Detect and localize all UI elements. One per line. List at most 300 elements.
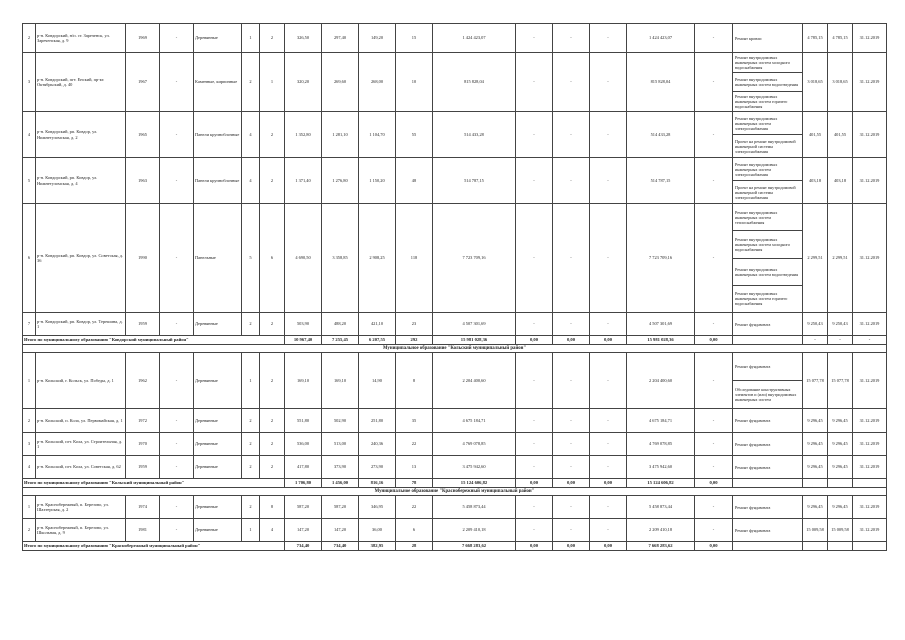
cell-total: 7 723 709,16: [433, 204, 516, 313]
cell-f5: -: [695, 519, 733, 542]
cell-addr: р-н. Кольский, г. Кольск, ул. Победы, д. 1: [36, 353, 126, 409]
cell-f4: 514 433,28: [627, 112, 695, 158]
work-type: Ремонт фундамента: [735, 504, 771, 510]
cell-f2: -: [553, 519, 590, 542]
cell-f2: -: [553, 158, 590, 204]
cell-p1: 401,55: [803, 112, 828, 158]
cell-a2: 147,20: [322, 519, 359, 542]
cell-date: 31.12.2019: [853, 456, 887, 479]
cell-p2: 15 077,78: [828, 353, 853, 409]
cell-a3: 421,10: [359, 313, 396, 336]
work-type: Ремонт фундамента: [735, 321, 771, 327]
cell-f5: -: [695, 53, 733, 112]
cell-ent: 2: [260, 456, 285, 479]
cell-n: 2: [23, 24, 36, 53]
total-a2: 734,40: [322, 542, 359, 551]
cell-c: -: [160, 409, 194, 433]
cell-f4: 1 424 423,07: [627, 24, 695, 53]
municipality-title: Муниципальное образование "Кольский муниципальный район": [23, 345, 887, 353]
cell-total: 5 458 873,44: [433, 496, 516, 519]
cell-a2: 169,10: [322, 353, 359, 409]
cell-c: -: [160, 433, 194, 456]
cell-fl: 2: [242, 313, 260, 336]
work-type: Ремонт внутридомовых инженерных систем водоотведения: [733, 73, 802, 93]
cell-a2: 1 281,10: [322, 112, 359, 158]
total-works-blank: [733, 479, 803, 488]
cell-f4: 3 475 942,60: [627, 456, 695, 479]
cell-ent: 2: [260, 353, 285, 409]
total-f3: 0,00: [590, 336, 627, 345]
cell-wall: Деревянные: [194, 353, 242, 409]
total-f4: 15 124 606,82: [627, 479, 695, 488]
cell-f3: -: [590, 204, 627, 313]
cell-fl: 4: [242, 158, 260, 204]
total-res: 28: [396, 542, 433, 551]
cell-works: [733, 313, 803, 336]
cell-addr: р-н. Ковдорский, рп. Ковдор, ул. Терешина, д. 1: [36, 313, 126, 336]
total-date: [853, 479, 887, 488]
cell-f1: -: [516, 409, 553, 433]
cell-fl: 2: [242, 496, 260, 519]
work-type: Ремонт фундамента: [735, 441, 771, 447]
cell-year: 1962: [126, 353, 160, 409]
cell-a1: 587,20: [285, 496, 322, 519]
cell-f2: -: [553, 53, 590, 112]
cell-works: [733, 24, 803, 53]
cell-p2: 9 296,45: [828, 433, 853, 456]
total-f2: 0,00: [553, 336, 590, 345]
cell-addr: р-н. Ковдорский, н/п. ст. Зареченск, ул. Зареченская, д. 9: [36, 24, 126, 53]
cell-res: 13: [396, 456, 433, 479]
cell-fl: 5: [242, 204, 260, 313]
cell-total: 514 787,15: [433, 158, 516, 204]
cell-c: -: [160, 456, 194, 479]
total-total: 15 981 028,36: [433, 336, 516, 345]
work-type: Ремонт внутридомовых инженерных систем холодного водоснабжения: [733, 231, 802, 258]
cell-f1: -: [516, 204, 553, 313]
cell-f4: 514 787,15: [627, 158, 695, 204]
cell-ent: 2: [260, 409, 285, 433]
cell-date: 31.12.2019: [853, 53, 887, 112]
cell-works: [733, 519, 803, 542]
cell-year: 1970: [126, 433, 160, 456]
total-a3: 382,95: [359, 542, 396, 551]
cell-f3: -: [590, 24, 627, 53]
cell-c: -: [160, 313, 194, 336]
cell-addr: р-н. Ковдорский, рп. Ковдор, ул. Нижнетуломская, д. 2: [36, 112, 126, 158]
cell-a1: 169,10: [285, 353, 322, 409]
work-type: Ремонт фундамента: [735, 418, 771, 423]
cell-a1: 551,80: [285, 409, 322, 433]
cell-f1: -: [516, 112, 553, 158]
cell-a2: 1 276,80: [322, 158, 359, 204]
cell-works: [733, 456, 803, 479]
cell-c: -: [160, 353, 194, 409]
work-type: Ремонт внутридомовых инженерных систем холодного водоснабжения: [733, 53, 802, 73]
cell-p1: 9 296,45: [803, 496, 828, 519]
cell-f4: 5 458 873,44: [627, 496, 695, 519]
work-type: Ремонт кровли: [735, 35, 762, 41]
table-row: [23, 519, 887, 542]
cell-n: 5: [23, 158, 36, 204]
cell-date: 31.12.2019: [853, 313, 887, 336]
cell-total: 3 475 942,60: [433, 456, 516, 479]
total-p1: [803, 479, 828, 488]
cell-a1: 1 352,80: [285, 112, 322, 158]
work-type: Ремонт фундамента: [735, 464, 771, 470]
cell-fl: 1: [242, 353, 260, 409]
cell-fl: 2: [242, 433, 260, 456]
cell-wall: Деревянные: [194, 519, 242, 542]
cell-f3: -: [590, 519, 627, 542]
cell-ent: 8: [260, 496, 285, 519]
table-row: [23, 112, 887, 158]
total-f2: 0,00: [553, 542, 590, 551]
cell-total: 1 424 423,07: [433, 24, 516, 53]
cell-p1: 15 009,58: [803, 519, 828, 542]
cell-a1: 536,00: [285, 433, 322, 456]
cell-addr: р-н. Кольский, пгт. Кола, ул. Советская, д. 62: [36, 456, 126, 479]
cell-n: 2: [23, 519, 36, 542]
cell-f2: -: [553, 112, 590, 158]
cell-fl: 2: [242, 456, 260, 479]
cell-p1: 3 018,65: [803, 53, 828, 112]
cell-res: 118: [396, 204, 433, 313]
cell-res: 15: [396, 24, 433, 53]
cell-c: -: [160, 53, 194, 112]
cell-f3: -: [590, 313, 627, 336]
cell-year: 1981: [126, 519, 160, 542]
cell-wall: Деревянные: [194, 409, 242, 433]
total-p1: [803, 542, 828, 551]
cell-year: 1969: [126, 24, 160, 53]
work-type: Ремонт фундамента: [733, 353, 802, 381]
cell-wall: Панели крупноблочные: [194, 158, 242, 204]
cell-ent: 6: [260, 204, 285, 313]
cell-f5: -: [695, 496, 733, 519]
total-label: Итого по муниципальному образованию "Краснобережный муниципальный район": [23, 542, 285, 551]
cell-fl: 2: [242, 53, 260, 112]
cell-a1: 326,50: [285, 24, 322, 53]
cell-n: 4: [23, 112, 36, 158]
cell-addr: р-н. Краснобережный, п. Березово, ул. Шахтерская, д. 2: [36, 496, 126, 519]
total-f1: 0,00: [516, 479, 553, 488]
total-f4: 7 668 283,62: [627, 542, 695, 551]
cell-a2: 513,00: [322, 433, 359, 456]
cell-f3: -: [590, 53, 627, 112]
work-type: Ремонт внутридомовых инженерных систем электроснабжения: [733, 158, 802, 181]
total-a2: 7 255,45: [322, 336, 359, 345]
work-type: Ремонт внутридомовых инженерных систем водоотведения: [733, 259, 802, 286]
cell-year: 1972: [126, 409, 160, 433]
cell-f2: -: [553, 409, 590, 433]
cell-f4: 2 209 410,18: [627, 519, 695, 542]
work-type: Ремонт внутридомовых инженерных систем горячего водоснабжения: [735, 94, 788, 110]
table-row: [23, 204, 887, 313]
cell-f5: -: [695, 313, 733, 336]
cell-a2: 502,90: [322, 409, 359, 433]
cell-date: 31.12.2019: [853, 204, 887, 313]
cell-f1: -: [516, 353, 553, 409]
cell-f5: -: [695, 433, 733, 456]
cell-a2: 297,40: [322, 24, 359, 53]
cell-works: [733, 353, 803, 409]
total-a3: 816,16: [359, 479, 396, 488]
cell-a1: 320,20: [285, 53, 322, 112]
cell-res: 22: [396, 433, 433, 456]
cell-p1: 4 785,15: [803, 24, 828, 53]
cell-n: 6: [23, 204, 36, 313]
cell-wall: Деревянные: [194, 433, 242, 456]
cell-a2: 373,90: [322, 456, 359, 479]
cell-date: 31.12.2019: [853, 519, 887, 542]
total-total: 15 124 606,82: [433, 479, 516, 488]
work-type: Ремонт фундамента: [735, 527, 771, 533]
cell-works: [733, 409, 803, 433]
cell-f1: -: [516, 24, 553, 53]
cell-ent: 2: [260, 24, 285, 53]
total-f3: 0,00: [590, 542, 627, 551]
cell-date: 31.12.2019: [853, 496, 887, 519]
total-a2: 1 456,00: [322, 479, 359, 488]
cell-ent: 2: [260, 433, 285, 456]
cell-date: 31.12.2019: [853, 158, 887, 204]
cell-f3: -: [590, 496, 627, 519]
cell-a1: 147,20: [285, 519, 322, 542]
work-type: Ремонт внутридомовых инженерных систем электроснабжения: [733, 112, 802, 135]
total-a1: 734,40: [285, 542, 322, 551]
cell-p1: 403,18: [803, 158, 828, 204]
cell-res: 23: [396, 313, 433, 336]
total-f5: 0,00: [695, 336, 733, 345]
cell-a3: 1 150,20: [359, 158, 396, 204]
cell-f2: -: [553, 353, 590, 409]
cell-fl: 2: [242, 409, 260, 433]
total-f1: 0,00: [516, 542, 553, 551]
cell-p2: 9 296,45: [828, 496, 853, 519]
repair-program-table: [22, 23, 887, 551]
cell-f3: -: [590, 433, 627, 456]
municipality-header-row: [23, 345, 887, 353]
cell-f3: -: [590, 409, 627, 433]
table-row: [23, 456, 887, 479]
cell-res: 10: [396, 53, 433, 112]
cell-date: 31.12.2019: [853, 433, 887, 456]
cell-f2: -: [553, 204, 590, 313]
work-type: Проект на ремонт внутридомовой инженерной системы электроснабжения: [735, 184, 796, 200]
cell-a3: 273,90: [359, 456, 396, 479]
cell-f1: -: [516, 456, 553, 479]
cell-f4: 4 769 078,85: [627, 433, 695, 456]
total-p2: -: [828, 336, 853, 345]
cell-f5: -: [695, 112, 733, 158]
cell-date: 31.12.2019: [853, 353, 887, 409]
cell-a1: 4 690,50: [285, 204, 322, 313]
cell-year: 1965: [126, 112, 160, 158]
cell-a2: 3 358,85: [322, 204, 359, 313]
cell-date: 31.12.2019: [853, 24, 887, 53]
cell-ent: 2: [260, 112, 285, 158]
cell-f3: -: [590, 353, 627, 409]
cell-n: 2: [23, 409, 36, 433]
cell-ent: 4: [260, 519, 285, 542]
cell-a3: 2 908,25: [359, 204, 396, 313]
cell-p2: 9 296,45: [828, 456, 853, 479]
cell-p1: 9 296,45: [803, 433, 828, 456]
cell-a2: 269,60: [322, 53, 359, 112]
cell-year: 1967: [126, 53, 160, 112]
cell-addr: р-н. Ковдорский, рп. Ковдор, ул. Нижнетуломская, д. 4: [36, 158, 126, 204]
cell-f2: -: [553, 456, 590, 479]
cell-f2: -: [553, 313, 590, 336]
work-type: Обследование конструктивных элементов и (или) внутридомовых инженерных систем: [735, 387, 797, 402]
cell-a1: 417,80: [285, 456, 322, 479]
cell-res: 35: [396, 409, 433, 433]
cell-total: 815 828,04: [433, 53, 516, 112]
cell-p2: 403,18: [828, 158, 853, 204]
cell-f1: -: [516, 158, 553, 204]
cell-a3: 268,00: [359, 53, 396, 112]
total-res: 292: [396, 336, 433, 345]
cell-p2: 3 018,65: [828, 53, 853, 112]
total-a3: 6 207,55: [359, 336, 396, 345]
cell-f3: -: [590, 456, 627, 479]
cell-date: 31.12.2019: [853, 409, 887, 433]
cell-addr: р-н. Краснобережный, п. Березово, ул. Школьная, д. 9: [36, 519, 126, 542]
cell-wall: Деревянные: [194, 24, 242, 53]
cell-a2: 488,20: [322, 313, 359, 336]
cell-works: [733, 112, 803, 158]
cell-f2: -: [553, 433, 590, 456]
cell-fl: 4: [242, 112, 260, 158]
cell-res: 22: [396, 496, 433, 519]
table-row: [23, 496, 887, 519]
cell-year: 1959: [126, 313, 160, 336]
total-res: 78: [396, 479, 433, 488]
cell-f1: -: [516, 496, 553, 519]
cell-p1: 2 299,51: [803, 204, 828, 313]
table-row: [23, 158, 887, 204]
cell-p1: 15 077,78: [803, 353, 828, 409]
cell-addr: р-н. Ковдорский, рп. Ковдор, ул. Советская, д. 36: [36, 204, 126, 313]
cell-p2: 9 250,43: [828, 313, 853, 336]
cell-year: 1963: [126, 158, 160, 204]
cell-f2: -: [553, 24, 590, 53]
cell-fl: 1: [242, 24, 260, 53]
total-date: [853, 542, 887, 551]
total-label: Итого по муниципальному образованию "Ковдорский муниципальный район": [23, 336, 285, 345]
cell-works: [733, 53, 803, 112]
cell-works: [733, 496, 803, 519]
cell-total: 2 209 410,18: [433, 519, 516, 542]
cell-f1: -: [516, 313, 553, 336]
cell-total: 514 433,28: [433, 112, 516, 158]
cell-f4: 815 828,04: [627, 53, 695, 112]
cell-c: -: [160, 204, 194, 313]
total-row: [23, 542, 887, 551]
cell-works: [733, 433, 803, 456]
cell-p1: 9 296,45: [803, 456, 828, 479]
cell-wall: Деревянные: [194, 496, 242, 519]
cell-n: 3: [23, 433, 36, 456]
total-works-blank: [733, 542, 803, 551]
cell-a1: 503,90: [285, 313, 322, 336]
cell-total: 4 769 078,85: [433, 433, 516, 456]
cell-res: 8: [396, 353, 433, 409]
total-row: [23, 479, 887, 488]
cell-a3: 346,95: [359, 496, 396, 519]
table-row: [23, 313, 887, 336]
cell-ent: 1: [260, 53, 285, 112]
cell-wall: Деревянные: [194, 456, 242, 479]
total-works-blank: [733, 336, 803, 345]
cell-p2: 9 296,45: [828, 409, 853, 433]
cell-f5: -: [695, 353, 733, 409]
cell-n: 3: [23, 53, 36, 112]
cell-a3: 36,00: [359, 519, 396, 542]
cell-c: -: [160, 158, 194, 204]
cell-p1: 9 296,45: [803, 409, 828, 433]
total-p2: [828, 479, 853, 488]
cell-wall: Каменные, кирпичные: [194, 53, 242, 112]
cell-wall: Панельные: [194, 204, 242, 313]
cell-p1: 9 250,43: [803, 313, 828, 336]
cell-f5: -: [695, 456, 733, 479]
cell-total: 4 675 184,71: [433, 409, 516, 433]
cell-f1: -: [516, 53, 553, 112]
total-label: Итого по муниципальному образованию "Кольский муниципальный район": [23, 479, 285, 488]
cell-year: 1974: [126, 496, 160, 519]
cell-c: -: [160, 112, 194, 158]
cell-f1: -: [516, 519, 553, 542]
cell-c: -: [160, 24, 194, 53]
cell-f4: 4 675 184,71: [627, 409, 695, 433]
cell-works: [733, 204, 803, 313]
cell-ent: 2: [260, 158, 285, 204]
cell-addr: р-н. Кольский, п. Кола, ул. Первомайская, д. 1: [36, 409, 126, 433]
cell-f5: -: [695, 204, 733, 313]
cell-works: [733, 158, 803, 204]
total-a1: 10 967,40: [285, 336, 322, 345]
cell-n: 7: [23, 313, 36, 336]
work-type: Ремонт внутридомовых инженерных систем теплоснабжения: [733, 204, 802, 231]
cell-f4: 2 204 400,60: [627, 353, 695, 409]
cell-f2: -: [553, 496, 590, 519]
cell-a3: 149,20: [359, 24, 396, 53]
cell-year: 1959: [126, 456, 160, 479]
table-row: [23, 24, 887, 53]
table-body: [23, 24, 887, 551]
work-type: Проект на ремонт внутридомовой инженерной системы электроснабжения: [735, 138, 796, 154]
cell-total: 2 204 400,60: [433, 353, 516, 409]
cell-c: -: [160, 519, 194, 542]
cell-f5: -: [695, 158, 733, 204]
cell-f3: -: [590, 112, 627, 158]
table-row: [23, 433, 887, 456]
cell-a3: 1 104,70: [359, 112, 396, 158]
cell-n: 4: [23, 456, 36, 479]
total-p1: -: [803, 336, 828, 345]
cell-addr: р-н. Кольский, пгт. Кола, ул. Строительная, д. 1: [36, 433, 126, 456]
cell-res: 48: [396, 158, 433, 204]
cell-wall: Панели крупноблочные: [194, 112, 242, 158]
cell-a2: 587,20: [322, 496, 359, 519]
table-row: [23, 409, 887, 433]
total-row: [23, 336, 887, 345]
cell-n: 1: [23, 353, 36, 409]
total-f4: 15 981 028,36: [627, 336, 695, 345]
total-f5: 0,00: [695, 542, 733, 551]
